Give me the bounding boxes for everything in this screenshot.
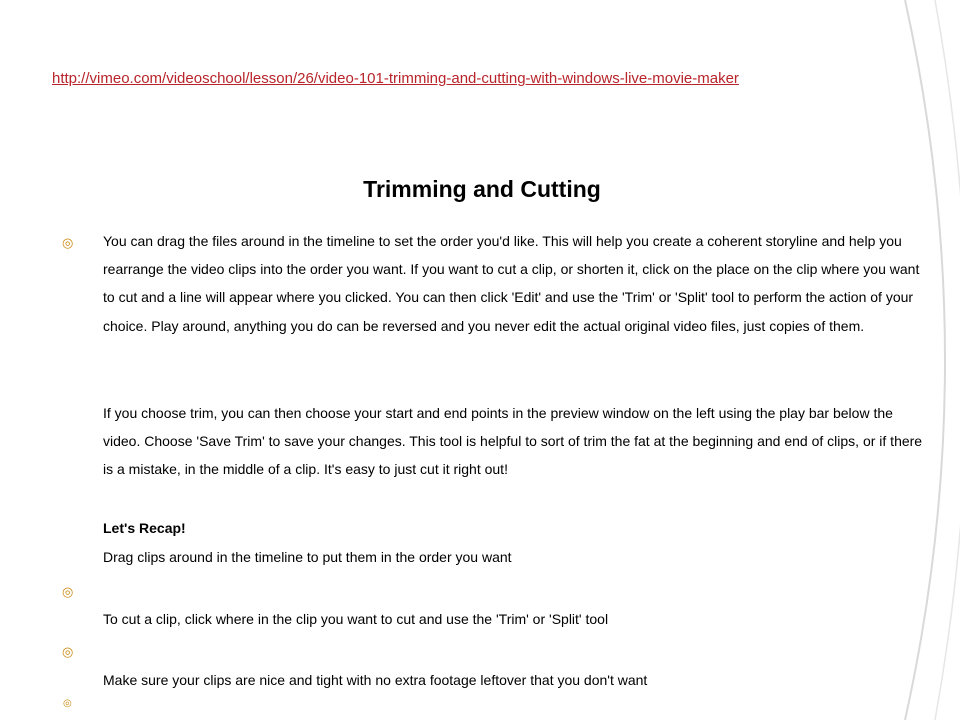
bullet-icon: ◎ [63, 698, 72, 709]
recap-item-2: To cut a clip, click where in the clip you want to cut and use the 'Trim' or 'Split' tool [103, 611, 609, 627]
bullet-icon: ◎ [62, 235, 74, 250]
slide-title: Trimming and Cutting [363, 176, 601, 202]
bullet-icon: ◎ [62, 584, 74, 599]
paragraph-trim-explanation: If you choose trim, you can then choose your start and end points in the preview window on the left using the play bar below the video. Choose 'Save Trim' to save your changes. This tool is helpful to sort of trim the fat at the beginning and end of clips, or if there is a mistake, in the middle of a clip. It's easy to just cut it right out! [103, 405, 923, 478]
recap-heading: Let's Recap! [103, 520, 186, 536]
recap-item-1: Drag clips around in the timeline to put them in the order you want [103, 549, 512, 565]
bullet-icon: ◎ [62, 644, 74, 659]
recap-item-3: Make sure your clips are nice and tight with no extra footage leftover that you don't want [103, 672, 648, 688]
vimeo-lesson-link[interactable]: http://vimeo.com/videoschool/lesson/26/video-101-trimming-and-cutting-with-windows-live-movie-maker [52, 70, 739, 87]
paragraph-drag-files: You can drag the files around in the timeline to set the order you'd like. This will help you create a coherent storyline and help you rearrange the video clips into the order you want. If you want to cut a clip, or shorten it, click on the place on the clip where you want to cut and a line will appear where you clicked. You can then click 'Edit' and use the 'Trim' or 'Split' tool to perform the action of your choice. Play around, anything you do can be reversed and you never edit the actual original video files, just copies of them. [103, 233, 920, 334]
